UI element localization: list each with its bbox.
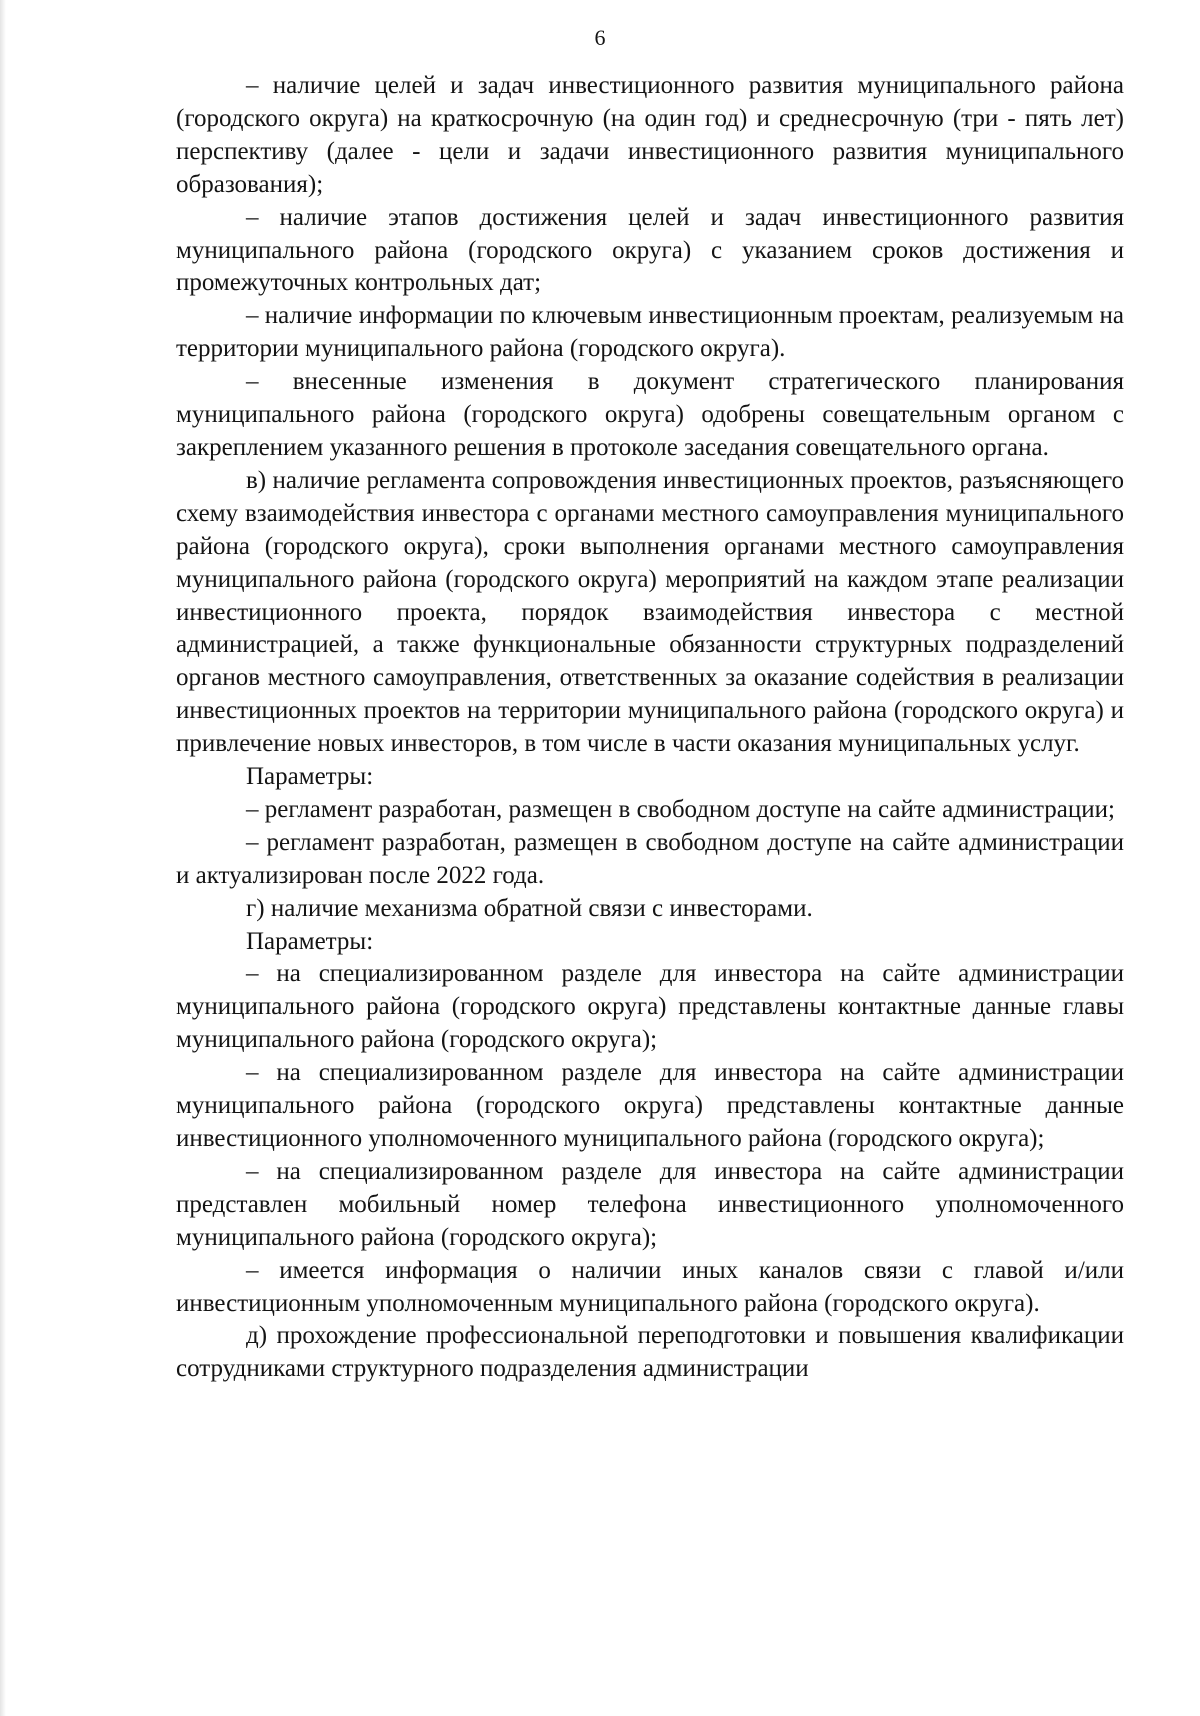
bullet-commissioner-contacts: – на специализированном разделе для инвестора на сайте администрации муниципального района (городского округа) представлены контактные данные инвестиционного уполномоченного муниципального района (городского округа); bbox=[176, 1059, 1124, 1152]
page-number: 6 bbox=[594, 25, 606, 50]
scan-edge-shadow bbox=[0, 0, 6, 1716]
parameters-label: Параметры: bbox=[246, 927, 374, 955]
bullet-stages: – наличие этапов достижения целей и задач инвестиционного развития муниципального района (городского округа) с указанием сроков достижения и промежуточных контрольных дат; bbox=[176, 203, 1124, 297]
parameters-label: Параметры: bbox=[246, 763, 374, 791]
bullet-goals: – наличие целей и задач инвестиционного развития муниципального района (городского округа) на краткосрочную (на один год) и среднесрочную (три - пять лет) перспективу (далее - цели и задачи инвестиционного развития муниципального образования); bbox=[176, 72, 1124, 198]
subsection-v-regulation: в) наличие регламента сопровождения инвестиционных проектов, разъясняющего схему взаимодействия инвестора с органами местного самоуправления муниципального района (городского округа), сроки выполнения органами местного самоуправления муниципального района (городского округа) мероприятий на каждом этапе реализации инвестиционного проекта, порядок взаимодействия инвестора с местной администрацией, а также функциональные обязанности структурных подразделений органов местного самоуправления, ответственных за оказание содействия в реализации инвестиционных проектов на территории муниципального района (городского округа) и привлечение новых инвесторов, в том числе в части оказания муниципальных услуг. bbox=[176, 466, 1124, 758]
bullet-approved-changes: – внесенные изменения в документ стратегического планирования муниципального района (городского округа) одобрены совещательным органом с закреплением указанного решения в протоколе заседания совещательного органа. bbox=[176, 368, 1124, 461]
bullet-regulation-updated: – регламент разработан, размещен в свободном доступе на сайте администрации и актуализирован после 2022 года. bbox=[176, 828, 1124, 889]
bullet-other-channels: – имеется информация о наличии иных каналов связи с главой и/или инвестиционным уполномоченным муниципального района (городского округа). bbox=[176, 1256, 1124, 1317]
bullet-head-contacts: – на специализированном разделе для инвестора на сайте администрации муниципального района (городского округа) представлены контактные данные главы муниципального района (городского округа); bbox=[176, 960, 1124, 1054]
bullet-key-projects: – наличие информации по ключевым инвестиционным проектам, реализуемым на территории муниципального района (городского округа). bbox=[176, 302, 1124, 363]
bullet-commissioner-phone: – на специализированном разделе для инвестора на сайте администрации представлен мобильный номер телефона инвестиционного уполномоченного муниципального района (городского округа); bbox=[176, 1157, 1124, 1251]
subsection-d-training: д) прохождение профессиональной переподготовки и повышения квалификации сотрудниками структурного подразделения администрации bbox=[176, 1322, 1124, 1383]
document-body bbox=[176, 70, 1124, 1386]
subsection-g-feedback: г) наличие механизма обратной связи с инвесторами. bbox=[246, 894, 813, 922]
bullet-regulation-published: – регламент разработан, размещен в свободном доступе на сайте администрации; bbox=[246, 795, 1115, 823]
